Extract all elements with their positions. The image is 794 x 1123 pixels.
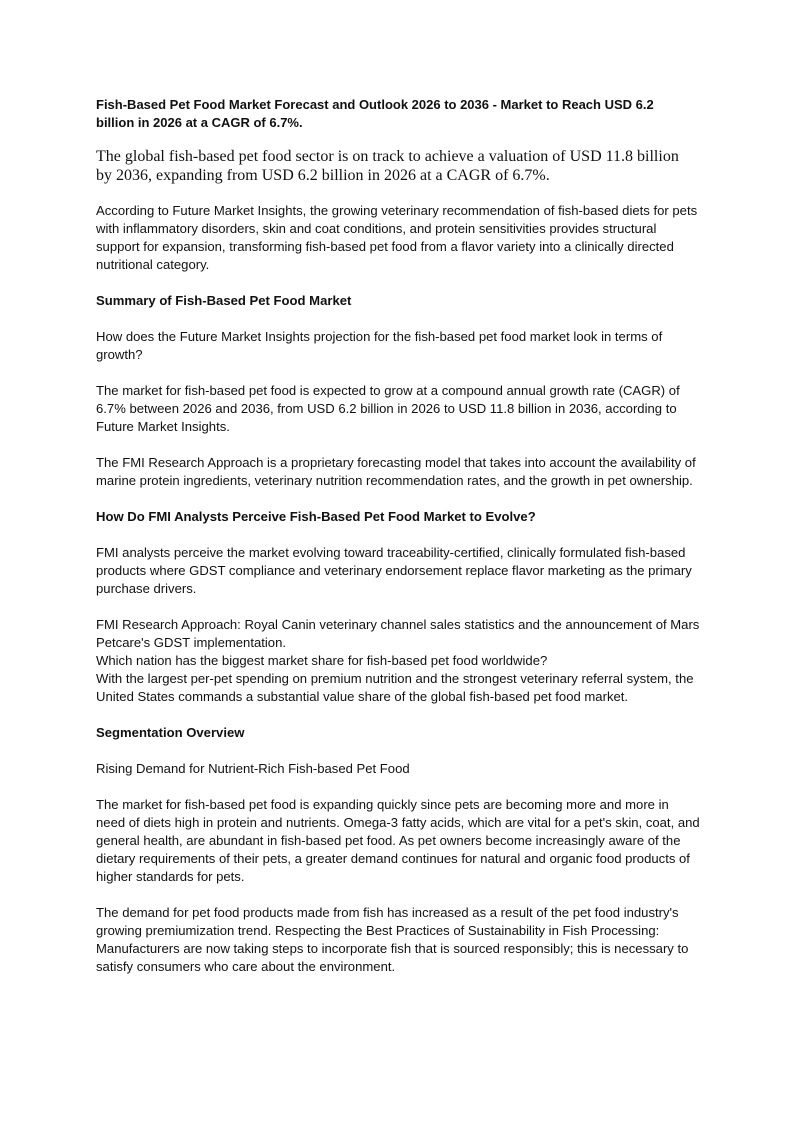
segmentation-subheading: Rising Demand for Nutrient-Rich Fish-based Pet Food xyxy=(96,761,410,776)
segmentation-heading: Segmentation Overview xyxy=(96,725,245,740)
segmentation-paragraph-2: The demand for pet food products made from fish has increased as a result of the pet food industry's growing premiumization trend. Respecting the Best Practices of Sustainability in Fish Processing: Manufacturers are now taking steps to incorporate fish that is sourced responsibly; this is necessary to satisfy consumers who care about the environment. xyxy=(96,905,689,974)
document-page xyxy=(96,96,700,976)
nation-answer: With the largest per-pet spending on premium nutrition and the strongest veterinary referral system, the United States commands a substantial value share of the global fish-based pet food market. xyxy=(96,671,694,704)
approach-line: FMI Research Approach: Royal Canin veterinary channel sales statistics and the announcement of Mars Petcare's GDST implementation. xyxy=(96,617,700,650)
document-title: Fish-Based Pet Food Market Forecast and Outlook 2026 to 2036 - Market to Reach USD 6.2 billion in 2026 at a CAGR of 6.7%. xyxy=(96,97,654,130)
summary-question: How does the Future Market Insights projection for the fish-based pet food market look in terms of growth? xyxy=(96,329,663,362)
intro-paragraph: According to Future Market Insights, the growing veterinary recommendation of fish-based diets for pets with inflammatory disorders, skin and coat conditions, and protein sensitivities provides structural support for expansion, transforming fish-based pet food from a flavor variety into a clinically directed nutritional category. xyxy=(96,203,698,272)
analysts-heading: How Do FMI Analysts Perceive Fish-Based Pet Food Market to Evolve? xyxy=(96,509,536,524)
summary-answer: The market for fish-based pet food is expected to grow at a compound annual growth rate (CAGR) of 6.7% between 2026 and 2036, from USD 6.2 billion in 2026 to USD 11.8 billion in 2036, according to Future Market Insights. xyxy=(96,383,680,434)
lead-paragraph: The global fish-based pet food sector is on track to achieve a valuation of USD 11.8 billion by 2036, expanding from USD 6.2 billion in 2026 at a CAGR of 6.7%. xyxy=(96,148,679,184)
segmentation-paragraph-1: The market for fish-based pet food is expanding quickly since pets are becoming more and more in need of diets high in protein and nutrients. Omega-3 fatty acids, which are vital for a pet's skin, coat, and general health, are abundant in fish-based pet food. As pet owners become increasingly aware of the dietary requirements of their pets, a greater demand continues for natural and organic food products of higher standards for pets. xyxy=(96,797,700,884)
nation-question: Which nation has the biggest market share for fish-based pet food worldwide? xyxy=(96,653,548,668)
summary-heading: Summary of Fish-Based Pet Food Market xyxy=(96,293,352,308)
analysts-paragraph: FMI analysts perceive the market evolving toward traceability-certified, clinically formulated fish-based products where GDST compliance and veterinary endorsement replace flavor marketing as the primary purchase drivers. xyxy=(96,545,692,596)
research-approach-paragraph: The FMI Research Approach is a proprietary forecasting model that takes into account the availability of marine protein ingredients, veterinary nutrition recommendation rates, and the growth in pet ownership. xyxy=(96,455,696,488)
